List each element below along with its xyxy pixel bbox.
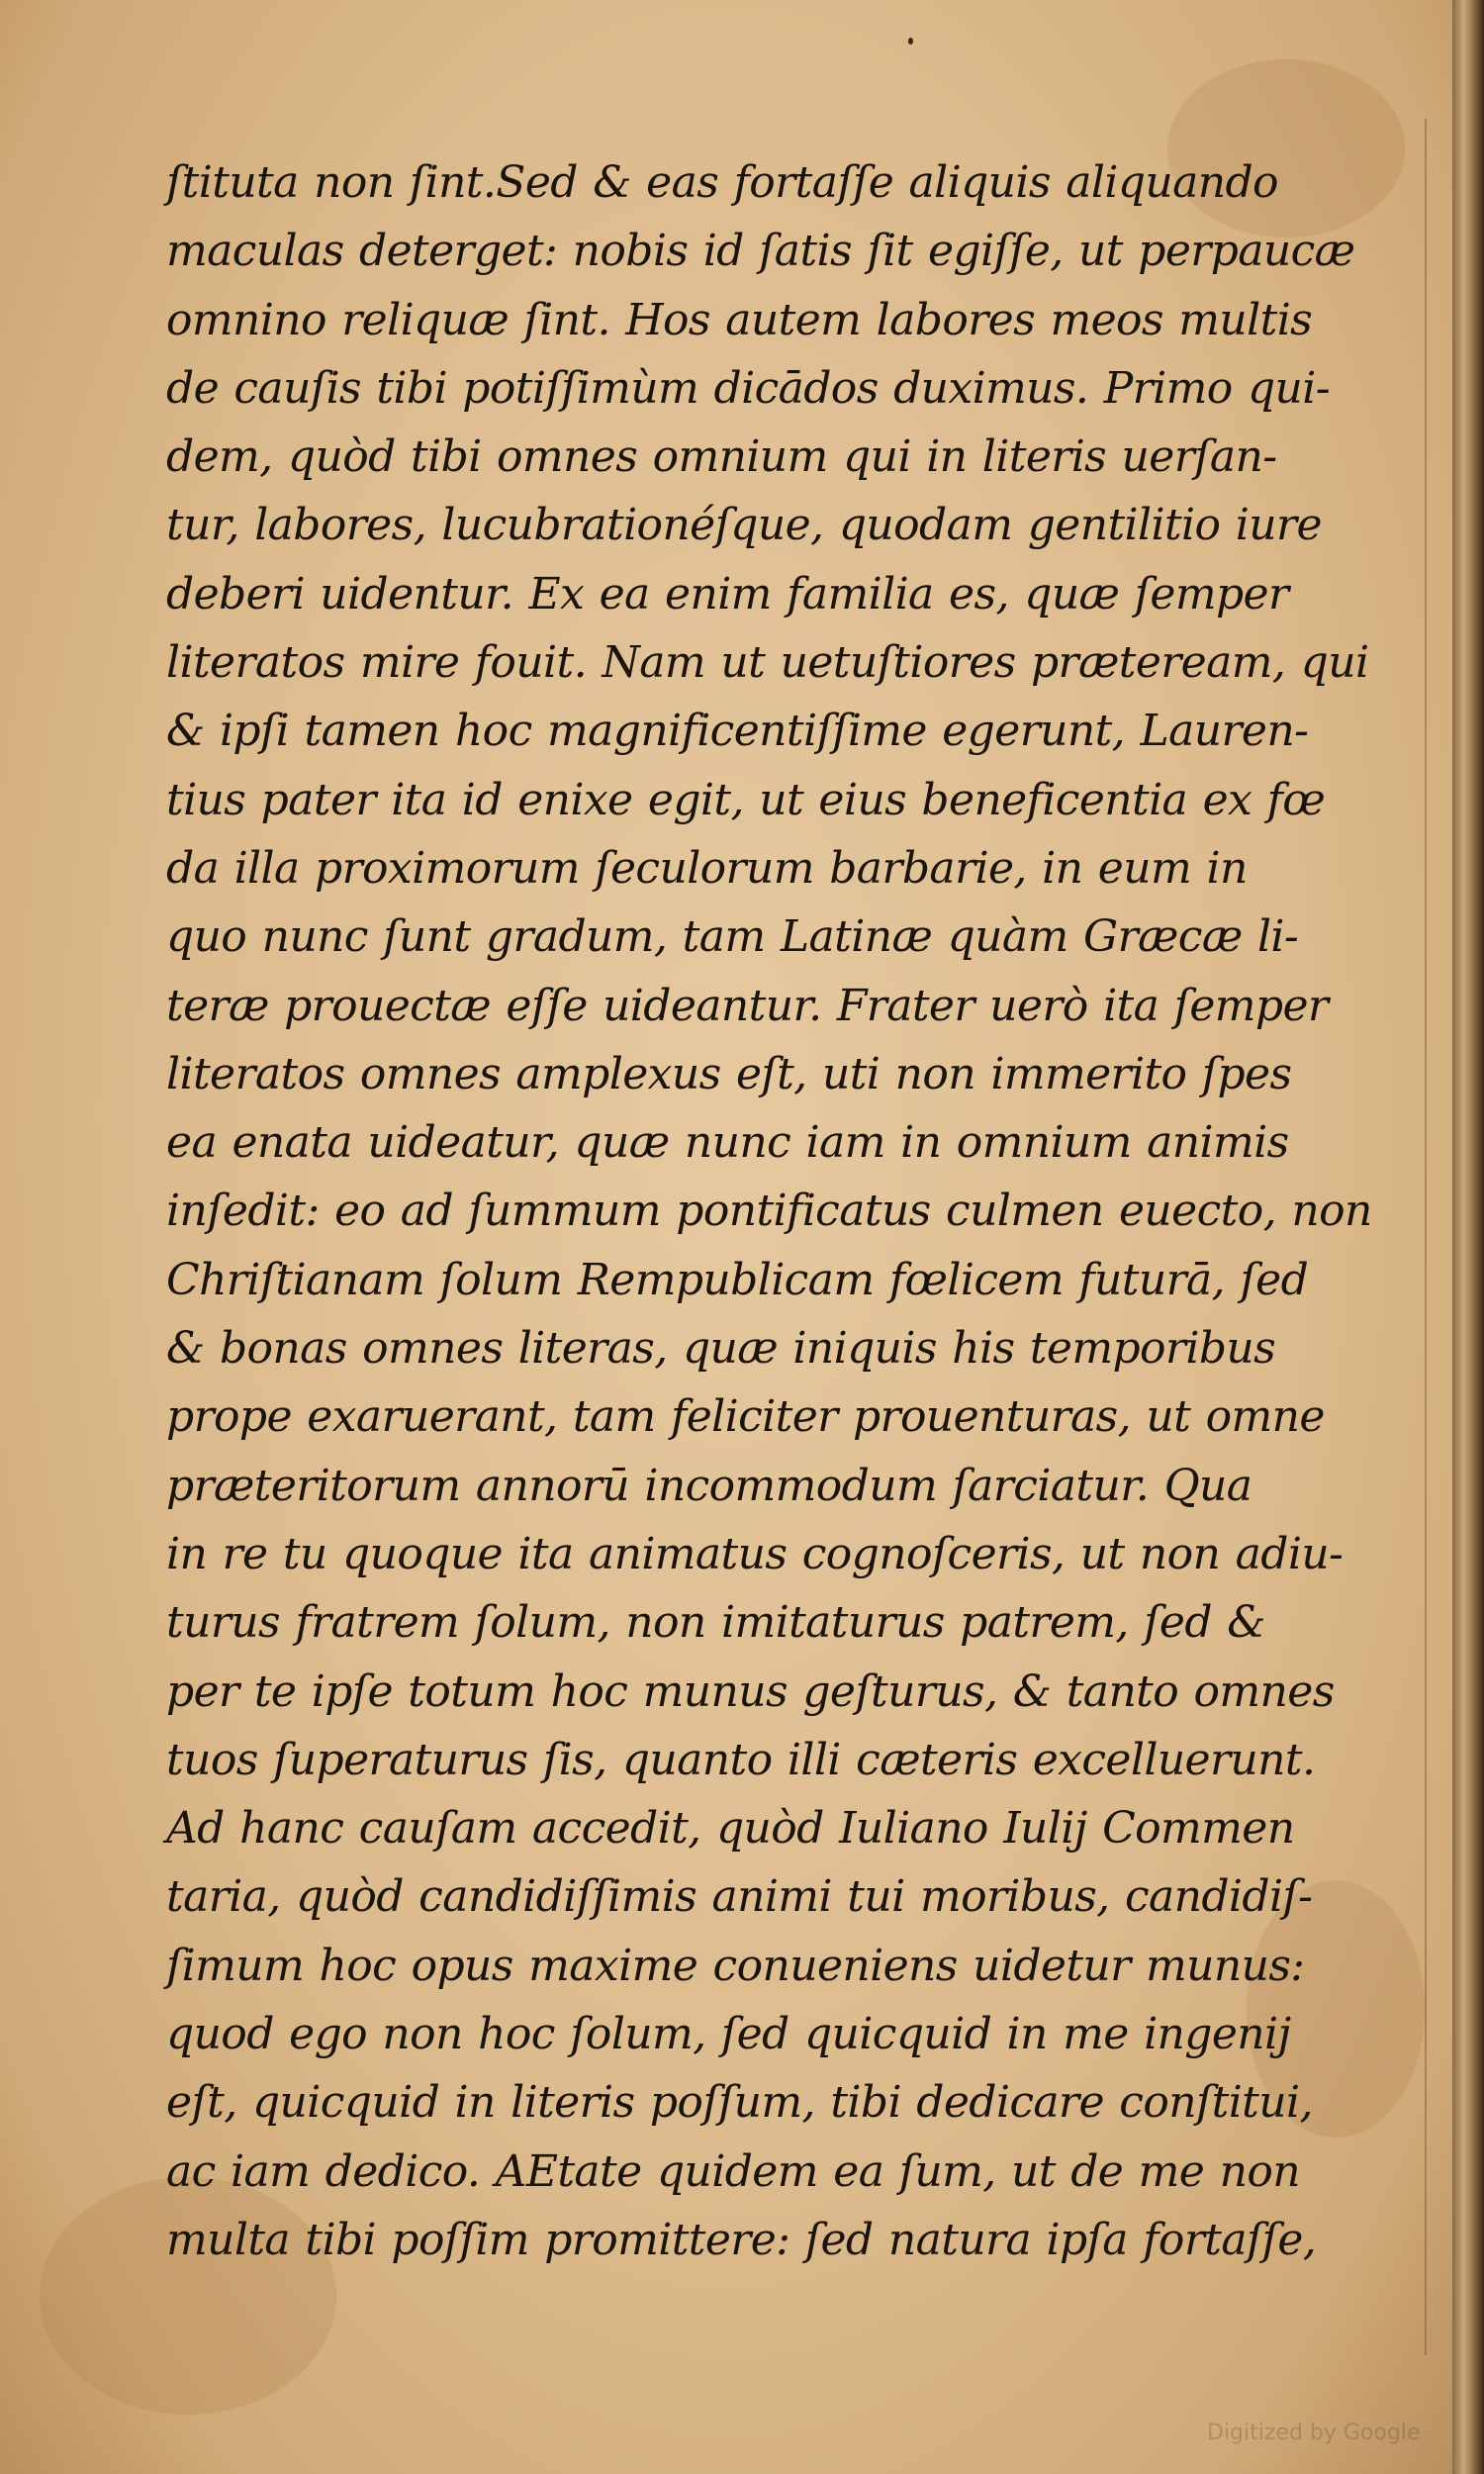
text-line: da illa proximorum ſeculorum barbarie, in eum in <box>166 842 1248 894</box>
text-line: tius pater ita id enixe egit, ut eius beneficentia ex fœ <box>166 774 1326 825</box>
text-line: Chriſtianam ſolum Rempublicam fœlicem futurā, ſed <box>166 1254 1309 1305</box>
text-line: teræ prouectæ eſſe uideantur. Frater uerò ita ſemper <box>166 980 1329 1031</box>
text-line: eſt, quicquid in literis poſſum, tibi dedicare conſtitui, <box>166 2077 1313 2129</box>
text-line: per te ipſe totum hoc munus geſturus, & tanto omnes <box>166 1665 1335 1717</box>
text-line: dem, quòd tibi omnes omnium qui in literis uerſan- <box>166 431 1277 483</box>
text-line: omnino reliquæ ſint. Hos autem labores meos multis <box>166 294 1313 345</box>
text-line: inſedit: eo ad ſummum pontificatus culmen euecto, non <box>166 1186 1372 1237</box>
text-line: multa tibi poſſim promittere: ſed natura ipſa fortaſſe, <box>166 2214 1317 2265</box>
text-line: & ipſi tamen hoc magnificentiſſime egerunt, Lauren- <box>166 706 1309 757</box>
text-line: tur, labores, lucubrationéſque, quodam gentilitio iure <box>166 500 1322 551</box>
text-line: & bonas omnes literas, quæ iniquis his temporibus <box>166 1323 1276 1375</box>
text-line: tuos ſuperaturus ſis, quanto illi cæteris excelluerunt. <box>166 1734 1316 1785</box>
text-line: in re tu quoque ita animatus cognoſceris, ut non adiu- <box>166 1528 1344 1579</box>
text-line: turus fratrem ſolum, non imitaturus patrem, ſed & <box>166 1597 1265 1649</box>
text-line: deberi uidentur. Ex ea enim familia es, quæ ſemper <box>166 568 1289 619</box>
body-text <box>166 148 1372 2274</box>
text-line: ac iam dedico. AEtate quidem ea ſum, ut de me non <box>166 2145 1300 2197</box>
text-line: quo nunc ſunt gradum, tam Latinæ quàm Græcæ li- <box>166 911 1299 963</box>
text-line: de cauſis tibi potiſſimùm dicādos duximus. Primo qui- <box>166 362 1331 414</box>
text-line: ſimum hoc opus maxime conueniens uidetur munus: <box>166 1940 1305 1991</box>
text-line: taria, quòd candidiſſimis animi tui moribus, candidiſ- <box>166 1871 1313 1923</box>
page-edge <box>1452 0 1484 2474</box>
text-line: Ad hanc cauſam accedit, quòd Iuliano Iulij Commen <box>166 1803 1295 1855</box>
ink-speck <box>908 38 913 45</box>
text-line: literatos mire fouit. Nam ut uetuſtiores præteream, qui <box>166 637 1369 689</box>
text-line: prope exaruerant, tam feliciter prouenturas, ut omne <box>166 1391 1325 1443</box>
text-line: ſtituta non ſint.Sed & eas fortaſſe aliquis aliquando <box>166 157 1278 208</box>
watermark-text: Digitized by Google <box>1207 2421 1421 2445</box>
text-line: ea enata uideatur, quæ nunc iam in omnium animis <box>166 1117 1289 1169</box>
text-line: literatos omnes amplexus eſt, uti non immerito ſpes <box>166 1048 1292 1099</box>
page-fold <box>1425 119 1427 2355</box>
text-line: maculas deterget: nobis id ſatis ſit egiſſe, ut perpaucæ <box>166 226 1355 277</box>
text-line: præteritorum annorū incommodum ſarciatur. Qua <box>166 1460 1252 1511</box>
text-line: quod ego non hoc ſolum, ſed quicquid in me ingenij <box>166 2009 1291 2060</box>
